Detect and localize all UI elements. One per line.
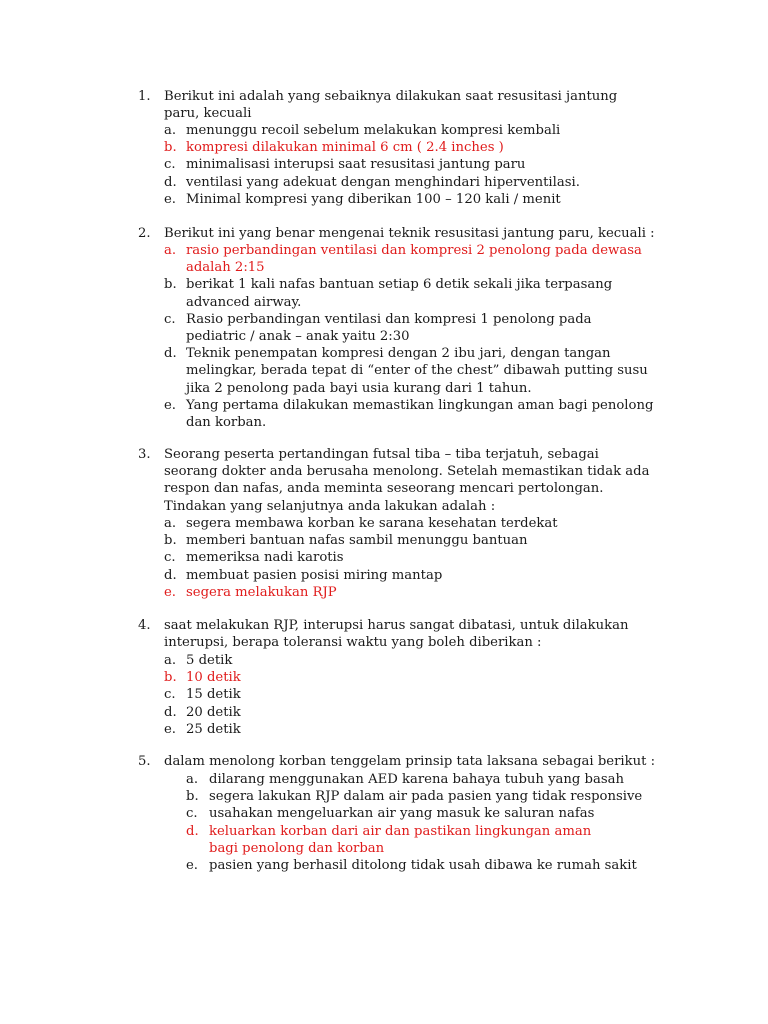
option-text: 20 detik [186,704,241,720]
option-text: dilarang menggunakan AED karena bahaya tubuh yang basah [209,772,624,787]
option-d [0,704,768,721]
option-letter: b. [186,789,199,805]
option-b [0,669,768,686]
option-letter: a. [164,653,177,668]
option-text: memeriksa nadi karotis [186,550,344,566]
option-text: 10 detik [186,670,241,686]
option-b [0,139,768,156]
option-letter: a. [164,516,177,531]
option-letter: d. [164,567,177,583]
option-b [0,788,768,805]
option-a [0,652,768,669]
option-list [0,652,768,738]
option-letter: c. [186,806,198,822]
option-text: Minimal kompresi yang diberikan 100 – 120 kali / menit [186,191,561,207]
option-text: segera membawa korban ke sarana kesehatan terdekat [186,516,558,531]
option-text: Teknik penempatan kompresi dengan 2 ibu jari, dengan tangan melingkar, berada tepat di “enter of the chest” dibawah putting susu jika 2 penolong pada bayi usia kurang dari 1 tahun. [186,346,648,396]
option-text: rasio perbandingan ventilasi dan kompresi 2 penolong pada dewasa adalah 2:15 [186,243,642,276]
option-a [0,242,768,276]
option-text: kompresi dilakukan minimal 6 cm ( 2.4 inches ) [186,140,504,156]
option-e [0,857,768,874]
option-c [0,311,768,345]
option-letter: c. [164,311,176,327]
question-number: 2. [138,226,151,241]
option-c [0,156,768,173]
option-text: 5 detik [186,653,233,668]
option-a [0,515,768,532]
option-text: usahakan mengeluarkan air yang masuk ke saluran nafas [209,806,595,822]
question-text: Berikut ini adalah yang sebaiknya dilakukan saat resusitasi jantung paru, kecuali [164,89,618,122]
option-letter: e. [164,397,176,413]
option-letter: a. [186,772,199,787]
option-c [0,686,768,703]
option-list [0,771,768,874]
option-b [0,276,768,310]
option-letter: b. [164,670,177,686]
option-letter: b. [164,140,177,156]
option-text: 25 detik [186,721,241,737]
option-b [0,532,768,549]
option-a [0,122,768,139]
option-letter: a. [164,123,177,138]
question-number: 5. [138,754,151,769]
question-text: Seorang peserta pertandingan futsal tiba – tiba terjatuh, sebagai seorang dokter anda berusaha menolong. Setelah memastikan tidak ada respon dan nafas, anda meminta seseorang mencari pertolongan. Tindakan yang selanjutnya anda lakukan adalah : [164,447,650,514]
option-d [0,823,768,857]
option-list [0,515,768,601]
option-d [0,345,768,397]
option-letter: a. [164,243,177,258]
option-letter: d. [164,174,177,190]
option-text: membuat pasien posisi miring mantap [186,567,443,583]
option-c [0,805,768,822]
option-letter: e. [164,584,176,600]
question-number: 1. [138,89,151,104]
question-text: saat melakukan RJP, interupsi harus sangat dibatasi, untuk dilakukan interupsi, berapa toleransi waktu yang boleh diberikan : [164,618,629,651]
question-text: Berikut ini yang benar mengenai teknik resusitasi jantung paru, kecuali : [164,226,655,241]
option-letter: b. [164,277,177,293]
question-number: 4. [138,618,151,633]
option-list [0,122,768,208]
option-text: Rasio perbandingan ventilasi dan kompresi 1 penolong pada pediatric / anak – anak yaitu 2:30 [186,311,592,345]
option-letter: c. [164,687,176,703]
option-a [0,771,768,788]
option-text: keluarkan korban dari air dan pastikan lingkungan aman bagi penolong dan korban [209,823,592,856]
option-letter: c. [164,157,176,173]
option-letter: e. [164,721,176,737]
option-text: segera melakukan RJP [186,584,337,600]
option-e [0,584,768,601]
option-letter: b. [164,533,177,549]
option-text: pasien yang berhasil ditolong tidak usah dibawa ke rumah sakit [209,858,637,874]
option-letter: e. [186,858,198,874]
option-e [0,397,768,431]
option-text: minimalisasi interupsi saat resusitasi jantung paru [186,157,526,173]
question-number: 3. [138,447,151,462]
option-text: berikat 1 kali nafas bantuan setiap 6 detik sekali jika terpasang advanced airway. [186,277,613,310]
option-e [0,721,768,738]
option-text: segera lakukan RJP dalam air pada pasien yang tidak responsive [209,789,643,805]
option-letter: d. [164,704,177,720]
option-text: 15 detik [186,687,241,703]
option-list [0,242,768,431]
option-d [0,174,768,191]
option-letter: d. [186,823,199,839]
option-d [0,567,768,584]
option-text: Yang pertama dilakukan memastikan lingkungan aman bagi penolong dan korban. [186,397,654,431]
option-e [0,191,768,208]
option-c [0,549,768,566]
option-letter: d. [164,346,177,362]
option-letter: c. [164,550,176,566]
option-letter: e. [164,191,176,207]
option-text: ventilasi yang adekuat dengan menghindari hiperventilasi. [186,174,580,190]
option-text: memberi bantuan nafas sambil menunggu bantuan [186,533,528,549]
option-text: menunggu recoil sebelum melakukan kompresi kembali [186,123,561,138]
question-text: dalam menolong korban tenggelam prinsip tata laksana sebagai berikut : [164,754,656,769]
